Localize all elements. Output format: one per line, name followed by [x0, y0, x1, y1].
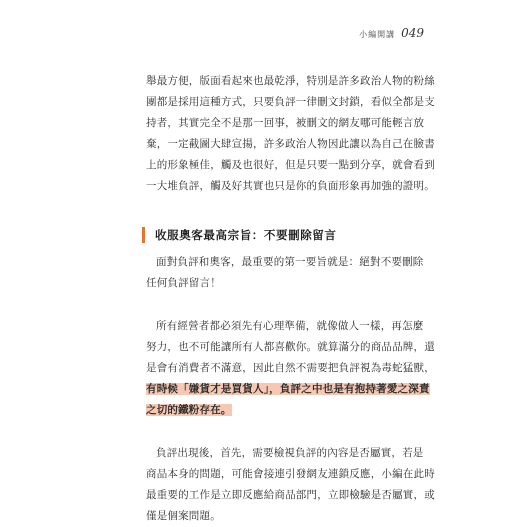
section-heading [146, 224, 398, 246]
text-line: 團都是採用這種方式，只要負評一律刪文封鎖，看似全都是支 [146, 96, 435, 108]
text-line: 負評出現後，首先，需要檢視負評的內容是否屬實，若是 [156, 447, 424, 459]
page-body [146, 71, 435, 527]
paragraph-2 [146, 252, 424, 294]
text-line: 上的形象極佳，觸及也很好，但是只要一點到分享，就會看到 [146, 159, 435, 171]
text-line: 持者，其實完全不是那一回事，被刪文的網友哪可能輕言放 [146, 117, 425, 129]
heading-text: 收服奧客最高宗旨：不要刪除留言 [155, 228, 337, 242]
text-line: 面對負評和奧客，最重要的第一要旨就是：絕對不要刪除 [156, 256, 424, 268]
text-line: 所有經營者都必須先有心理準備，就像做人一樣，再怎麼 [156, 320, 424, 332]
section-title: 小編開講 [359, 30, 396, 39]
text-line: 棄，一定截圖大肆宣揚，許多政治人物因此讓以為自己在臉書 [146, 138, 435, 150]
running-header [359, 26, 424, 40]
highlight-line-wrap [146, 379, 430, 400]
paragraph-3 [146, 316, 435, 421]
highlighted-text: 有時候「嫌貨才是買貨人」，負評之中也是有抱持著愛之深責 [146, 383, 430, 395]
paragraph-4 [146, 443, 435, 527]
text-line: 舉最方便，版面看起來也最乾淨，特別是許多政治人物的粉絲 [146, 75, 435, 87]
highlight-line-wrap [146, 400, 398, 421]
text-line: 僅是個案問題。 [146, 510, 221, 522]
paragraph-1 [146, 71, 435, 197]
text-line: 一大堆負評，觸及好其實也只是你的負面形象再加強的證明。 [146, 180, 435, 192]
highlighted-text: 之切的鐵粉存在。 [146, 404, 232, 416]
text-line: 商品本身的問題，可能會接連引發網友連鎖反應，小編在此時 [146, 468, 435, 480]
text-line: 努力，也不可能讓所有人都喜歡你。就算滿分的商品品牌，還 [146, 341, 435, 353]
heading-accent-bar [142, 227, 145, 243]
text-line: 最重要的工作是立即反應給商品部門，立即檢驗是否屬實，或 [146, 489, 435, 501]
text-line: 任何負評留言！ [146, 277, 221, 289]
text-line: 是會有消費者不滿意，因此自然不需要把負評視為毒蛇猛獸， [146, 362, 435, 374]
page-number: 049 [401, 26, 424, 40]
